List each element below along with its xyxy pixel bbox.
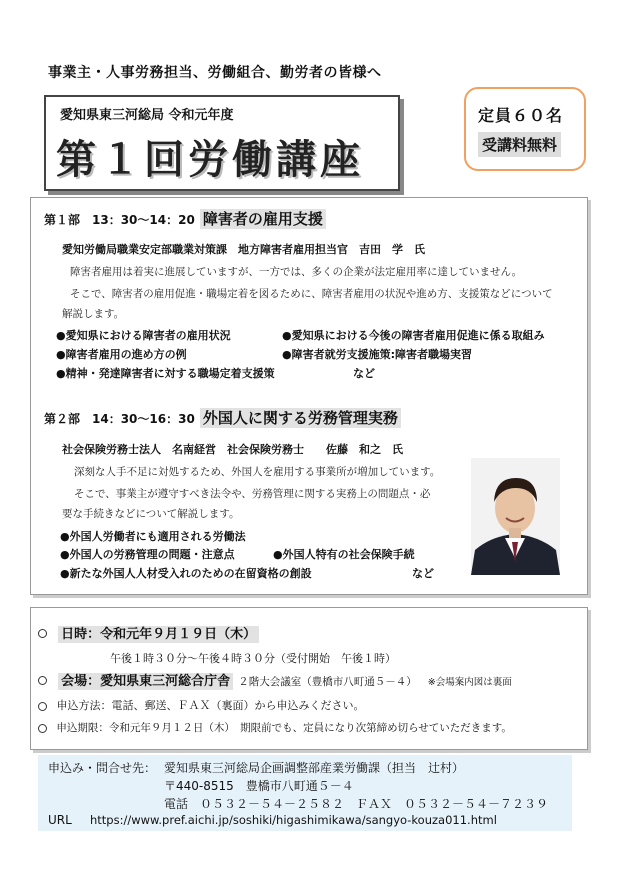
part1-bullet: ●精神・発達障害者に対する職場定着支援策: [56, 367, 275, 380]
part2-header: [44, 407, 401, 428]
contact-address: 〒440-8515 豊橋市八町通５－４: [164, 779, 354, 793]
part1-speaker: 愛知労働局職業安定部職業対策課 地方障害者雇用担当官 吉田 学 氏: [62, 243, 425, 256]
part1-bullet: ●愛知県における障害者の雇用状況: [56, 329, 231, 342]
part1-time: 第１部 13：30〜14：20: [44, 213, 195, 227]
circle-bullet-icon: [38, 702, 47, 711]
contact-label: 申込み・問合せ先：: [48, 761, 157, 775]
part2-speaker: 社会保険労務士法人 名南経営 社会保険労務士 佐藤 和之 氏: [62, 443, 403, 456]
method-row: [38, 697, 365, 713]
part1-bullet: ●障害者雇用の進め方の例: [56, 348, 187, 361]
part2-bullet: ●外国人の労務管理の問題・注意点: [60, 548, 235, 561]
speaker-photo: [471, 458, 560, 575]
part2-desc-line3: 要な手続きなどについて解説します。: [62, 508, 240, 520]
part2-bullet: ●外国人労働者にも適用される労働法: [60, 530, 246, 543]
free-fee-text: 受講料無料: [478, 132, 561, 157]
capacity-box: [464, 87, 586, 171]
part1-header: [44, 208, 326, 229]
part1-desc-line3: 解説します。: [62, 308, 125, 320]
date-row: [38, 623, 259, 642]
circle-bullet-icon: [38, 629, 47, 638]
main-title: 第１回労働講座: [56, 136, 364, 183]
part2-etc: など: [412, 567, 434, 580]
part2-bullet: ●新たな外国人人材受入れのための在留資格の創設: [60, 567, 312, 580]
part2-topic: 外国人に関する労務管理実務: [200, 408, 401, 428]
part1-etc: など: [353, 367, 375, 380]
circle-bullet-icon: [38, 724, 47, 733]
part1-topic: 障害者の雇用支援: [200, 209, 326, 229]
venue-note: ※会場案内図は裏面: [427, 677, 512, 688]
contact-url-link[interactable]: https://www.pref.aichi.jp/soshiki/higashimikawa/sangyo-kouza011.html: [90, 813, 497, 827]
event-time-detail: 午後１時３０分〜午後４時３０分（受付開始 午後１時）: [110, 652, 396, 665]
part2-time: 第２部 14：30〜16：30: [44, 412, 195, 426]
contact-dept: 愛知県東三河総局企画調整部産業労働課（担当 辻村）: [164, 761, 465, 775]
circle-bullet-icon: [38, 676, 47, 685]
part2-desc-line1: 深刻な人手不足に対処するため、外国人を雇用する事業所が増加しています。: [74, 466, 441, 478]
contact-phone-fax: 電話 ０５３２－５４－２５８２ ＦＡＸ ０５３２－５４－７２３９: [164, 797, 549, 811]
part1-desc-line1: 障害者雇用は着実に進展していますが、一方では、多くの企業が法定雇用率に達していません。: [70, 266, 523, 278]
part1-bullet: ●障害者就労支援施策:障害者職場実習: [282, 348, 472, 361]
event-venue: 会場：愛知県東三河総合庁舎: [58, 673, 233, 690]
venue-detail: ２階大会議室（豊橋市八町通５－４）: [238, 676, 417, 688]
event-date: 日時：令和元年９月１９日（木）: [58, 626, 259, 643]
capacity-text: 定員６０名: [478, 106, 564, 125]
organizer-subtitle: 愛知県東三河総局 令和元年度: [60, 108, 234, 123]
part2-bullet: ●外国人特有の社会保険手続: [273, 548, 415, 561]
part1-bullet: ●愛知県における今後の障害者雇用促進に係る取組み: [282, 329, 545, 342]
url-label: URL: [48, 813, 72, 827]
venue-row: [38, 670, 512, 689]
part1-desc-line2: そこで、障害者の雇用促進・職場定着を図るために、障害者雇用の状況や進め方、支援策などについて: [70, 288, 553, 300]
application-deadline: 申込期限：令和元年９月１２日（木） 期限前でも、定員になり次第締め切らせていただきます。: [56, 722, 512, 734]
part2-desc-line2: そこで、事業主が遵守すべき法令や、労務管理に関する実務上の問題点・必: [74, 488, 431, 500]
deadline-row: [38, 720, 512, 735]
audience-heading: 事業主・人事労務担当、労働組合、勤労者の皆様へ: [48, 65, 382, 81]
application-method: 申込方法：電話、郵送、ＦＡＸ（裏面）から申込みください。: [56, 699, 365, 712]
